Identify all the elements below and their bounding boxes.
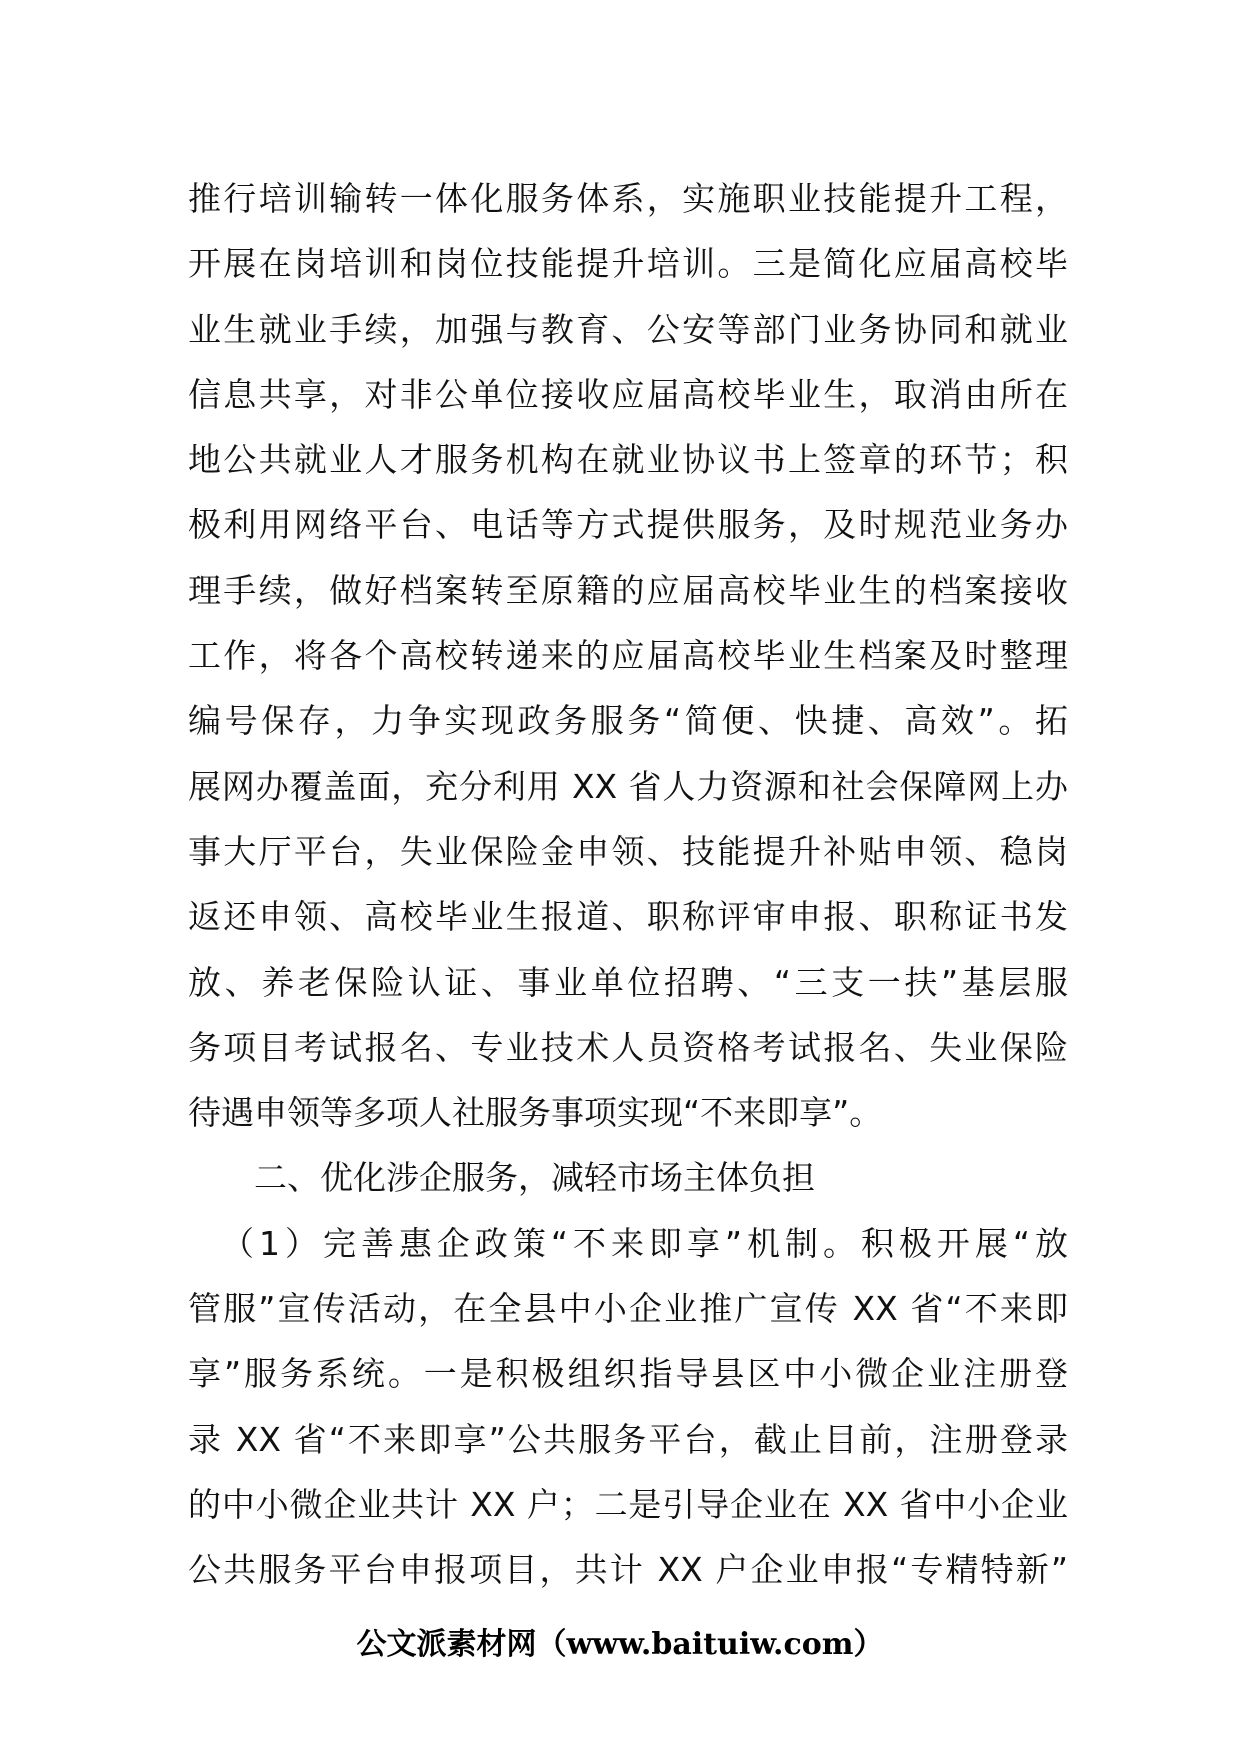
paragraph-line: 工作，将各个高校转递来的应届高校毕业生档案及时整理 [188, 636, 1068, 676]
paragraph-line: 公共服务平台申报项目，共计 XX 户企业申报“专精特新” [188, 1550, 1068, 1590]
paragraph-line: 务项目考试报名、专业技术人员资格考试报名、失业保险 [188, 1027, 1068, 1067]
paragraph-line: 业生就业手续，加强与教育、公安等部门业务协同和就业 [188, 309, 1068, 349]
paragraph-line: 管服”宣传活动，在全县中小企业推广宣传 XX 省“不来即 [188, 1289, 1068, 1329]
paragraph-line: 信息共享，对非公单位接收应届高校毕业生，取消由所在 [188, 374, 1068, 414]
paragraph-line: 返还申领、高校毕业生报道、职称评审申报、职称证书发 [188, 897, 1068, 937]
paragraph-line: 事大厅平台，失业保险金申领、技能提升补贴申领、稳岗 [188, 831, 1068, 871]
paragraph-line: 开展在岗培训和岗位技能提升培训。三是简化应届高校毕 [188, 244, 1068, 284]
paragraph-line: 的中小微企业共计 XX 户；二是引导企业在 XX 省中小企业 [188, 1484, 1068, 1524]
paragraph-line: 放、养老保险认证、事业单位招聘、“三支一扶”基层服 [188, 962, 1068, 1002]
watermark-footer: 公文派素材网（www.baituiw.com） [356, 1627, 884, 1662]
paragraph-last-line: 待遇申领等多项人社服务事项实现“不来即享”。 [188, 1093, 883, 1133]
section-heading: 二、优化涉企服务，减轻市场主体负担 [254, 1158, 815, 1198]
paragraph-line: 推行培训输转一体化服务体系，实施职业技能提升工程， [188, 179, 1068, 218]
paragraph-line: 地公共就业人才服务机构在就业协议书上签章的环节；积 [188, 440, 1068, 480]
paragraph-line: 理手续，做好档案转至原籍的应届高校毕业生的档案接收 [188, 570, 1068, 610]
paragraph-line: 录 XX 省“不来即享”公共服务平台，截止目前，注册登录 [188, 1419, 1068, 1459]
paragraph-line: 极利用网络平台、电话等方式提供服务，及时规范业务办 [188, 505, 1068, 545]
paragraph-line: 编号保存，力争实现政务服务“简便、快捷、高效”。拓 [188, 701, 1068, 741]
document-body [188, 166, 1068, 1603]
paragraph-first-line: （1）完善惠企政策“不来即享”机制。积极开展“放 [221, 1223, 1068, 1263]
paragraph-line: 展网办覆盖面，充分利用 XX 省人力资源和社会保障网上办 [188, 766, 1068, 806]
paragraph-line: 享”服务系统。一是积极组织指导县区中小微企业注册登 [188, 1354, 1068, 1394]
